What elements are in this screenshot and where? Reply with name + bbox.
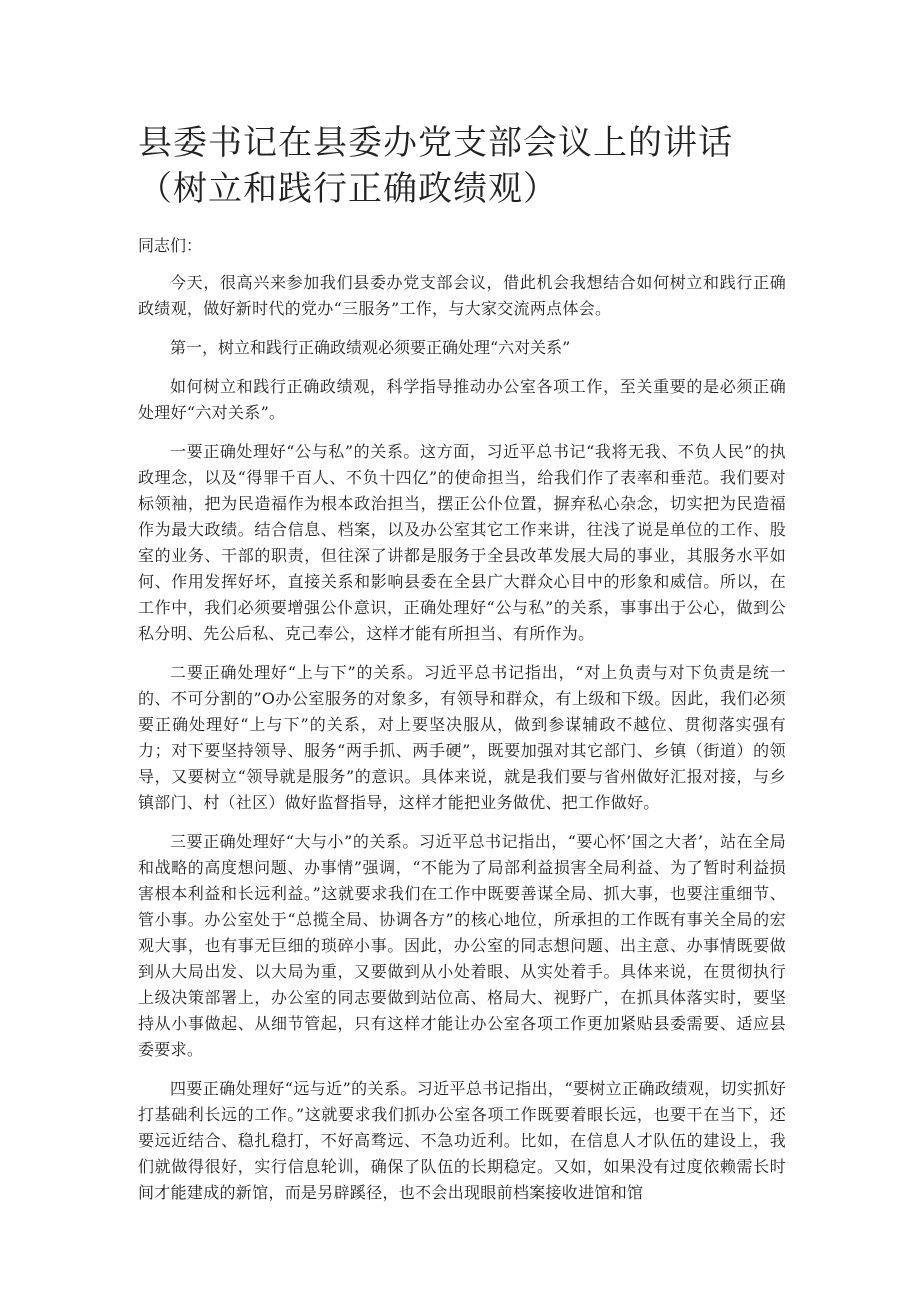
salutation: 同志们： — [138, 236, 203, 255]
paragraph-upper-lower: 二要正确处理好“上与下”的关系。习近平总书记指出，“对上负责与对下负责是统一的、不可分割的”O办公室服务的对象多，有领导和群众，有上级和下级。因此，我们必须要正确处理好“上与下”的关系，对上要坚决服从，做到参谋辅政不越位、贯彻落实强有力；对下要坚持领导、服务“两手抓、两手硬”，既要加强对其它部门、乡镇（街道）的领导，又要树立“领导就是服务”的意识。具体来说，就是我们要与省州做好汇报对接，与乡镇部门、村（社区）做好监督指导，这样才能把业务做优、把工作做好。 — [138, 663, 786, 812]
document-page — [138, 120, 786, 1219]
paragraph-six-relations: 如何树立和践行正确政绩观，科学指导推动办公室各项工作，至关重要的是必须正确处理好“六对关系”。 — [138, 377, 786, 422]
paragraph-far-near: 四要正确处理好“远与近”的关系。习近平总书记指出，“要树立正确政绩观，切实抓好打基础利长远的工作。”这就要求我们抓办公室各项工作既要着眼长远，也要干在当下，还要远近结合、稳扎稳打，不好高骛远、不急功近利。比如，在信息人才队伍的建设上，我们就做得很好，实行信息轮训，确保了队伍的长期稳定。又如，如果没有过度依赖需长时间才能建成的新馆，而是另辟蹊径，也不会出现眼前档案接收进馆和馆 — [138, 1079, 786, 1202]
paragraph-big-small: 三要正确处理好“大与小”的关系。习近平总书记指出，“要心怀’国之大者’，站在全局和战略的高度想问题、办事情”强调，“不能为了局部利益损害全局利益、为了暂时利益损害根本利益和长远利益。”这就要求我们在工作中既要善谋全局、抓大事，也要注重细节、管小事。办公室处于“总揽全局、协调各方”的核心地位，所承担的工作既有事关全局的宏观大事，也有事无巨细的琐碎小事。因此，办公室的同志想问题、出主意、办事情既要做到从大局出发、以大局为重，又要做到从小处着眼、从实处着手。具体来说，在贯彻执行上级决策部署上，办公室的同志要做到站位高、格局大、视野广，在抓具体落实时，要坚持从小事做起、从细节管起，只有这样才能让办公室各项工作更加紧贴县委需要、适应县委要求。 — [138, 832, 786, 1059]
paragraph-intro: 今天，很高兴来参加我们县委办党支部会议，借此机会我想结合如何树立和践行正确政绩观，做好新时代的党办“三服务”工作，与大家交流两点体会。 — [138, 273, 786, 318]
paragraph-public-private: 一要正确处理好“公与私”的关系。这方面，习近平总书记“我将无我、不负人民”的执政理念，以及“得罪千百人、不负十四亿”的使命担当，给我们作了表率和垂范。我们要对标领袖，把为民造福作为根本政治担当，摆正公仆位置，摒弃私心杂念，切实把为民造福作为最大政绩。结合信息、档案，以及办公室其它工作来讲，往浅了说是单位的工作、股室的业务、干部的职责，但往深了讲都是服务于全县改革发展大局的事业，其服务水平如何、作用发挥好坏，直接关系和影响县委在全县广大群众心目中的形象和威信。所以，在工作中，我们必须要增强公仆意识，正确处理好“公与私”的关系，事事出于公心，做到公私分明、先公后私、克己奉公，这样才能有所担当、有所作为。 — [138, 442, 786, 643]
section-heading-first: 第一，树立和践行正确政绩观必须要正确处理“六对关系” — [170, 338, 571, 357]
document-title: 县委书记在县委办党支部会议上的讲话（树立和践行正确政绩观） — [138, 123, 733, 209]
